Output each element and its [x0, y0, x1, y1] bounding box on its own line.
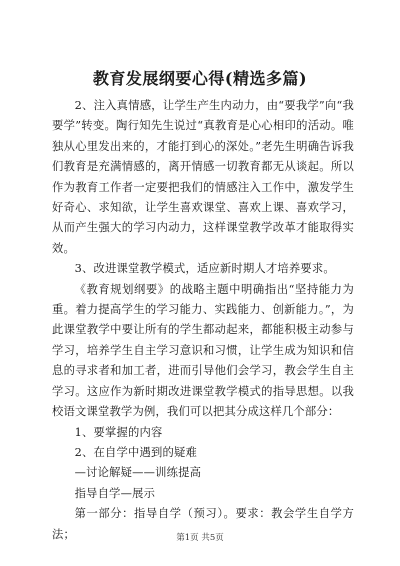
document-title: 教育发展纲要心得(精选多篇) [92, 69, 308, 88]
flow-step-guidance: 指导自学—展示 [74, 486, 156, 500]
paragraph-teaching-mode-heading: 3、改进课堂教学模式，适应新时期人才培养要求。 [74, 262, 335, 276]
paragraph-part-one: 第一部分：指导自学（预习）。要求：教会学生自学方法； [52, 507, 354, 541]
document-body [52, 96, 354, 545]
paragraph-emotion: 2、注入真情感，让学生产生内动力，由“要我学”向“我要学”转变。陶行知先生说过“真教育是心心相印的活动。唯独从心里发出来的，才能打到心的深处。”老先生明确告诉我们教育是充满情感的，离开情感一切教育都无从谈起。所以作为教育工作者一定要把我们的情感注入工作中，激发学生好奇心、求知欲，让学生喜欢课堂、喜欢上课、喜欢学习，从而产生强大的学习内动力，这样课堂教学改革才能取得实效。 [52, 99, 354, 255]
flow-step-discussion: —讨论解疑——训练提高 [74, 466, 202, 480]
paragraph-outline-quote: 《教育规划纲要》的战略主题中明确指出“坚持能力为重。着力提高学生的学习能力、实践能力、创新能力。”，为此课堂教学中要让所有的学生都动起来，都能积极主动参与学习，培养学生自主学习意识和习惯，让学生成为知识和信息的寻求者和加工者，进而引导他们会学习，教会学生自主学习。这应作为新时期改进课堂教学模式的指导思想。以我校语文课堂教学为例，我们可以把其分成这样几个部分： [52, 282, 354, 419]
list-item-content: 1、要掌握的内容 [74, 425, 163, 439]
page-number-footer: 第1页 共5页 [176, 533, 224, 543]
list-item-difficulties: 2、在自学中遇到的疑难 [74, 445, 197, 459]
